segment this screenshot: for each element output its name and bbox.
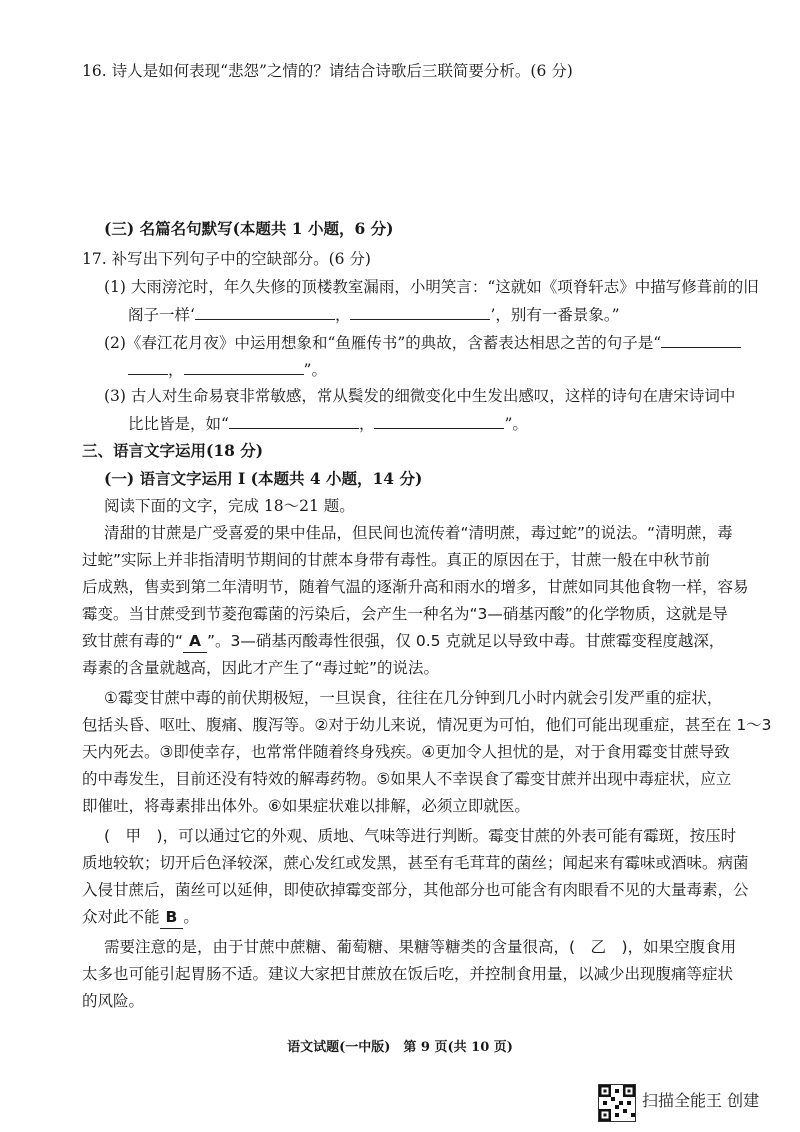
qr-code-icon [598, 1084, 636, 1122]
q17-item1-line2: 阁子一样‘ ， ’，别有一番景象。” [128, 303, 620, 326]
question-17-stem: 17. 补写出下列句子中的空缺部分。(6 分) [82, 250, 371, 268]
passage-line: 过蛇”实际上并非指清明节期间的甘蔗本身带有毒性。真正的原因在于，甘蔗一般在中秋节前 [82, 551, 711, 569]
passage-line: ( 甲 )，可以通过它的外观、质地、气味等进行判断。霉变甘蔗的外表可能有霉斑，按压时 [104, 827, 737, 845]
passage-line: 太多也可能引起胃肠不适。建议大家把甘蔗放在饭后吃，并控制食用量，以减少出现腹痛等症状 [82, 965, 734, 983]
answer-blank[interactable] [128, 358, 168, 375]
passage-line: 清甜的甘蔗是广受喜爱的果中佳品，但民间也流传着“清明蔗，毒过蛇”的说法。“清明蔗，毒 [104, 524, 733, 542]
answer-blank[interactable] [195, 303, 335, 320]
question-16: 16. 诗人是如何表现“悲怨”之情的？请结合诗歌后三联简要分析。(6 分) [82, 62, 573, 80]
passage-line: 包括头昏、呕吐、腹痛、腹泻等。②对于幼儿来说，情况更为可怕，他们可能出现重症，甚至在 1～3 [82, 716, 772, 734]
section-language-title: 三、语言文字运用(18 分) [82, 441, 264, 460]
blank-b: B [160, 906, 184, 929]
passage-line: ①霉变甘蔗中毒的前伏期极短，一旦误食，往往在几分钟到几小时内就会引发严重的症状， [104, 689, 723, 707]
answer-blank[interactable] [229, 412, 359, 429]
q17-item3-line1: (3) 古人对生命易衰非常敏感，常从鬓发的细微变化中生发出感叹，这样的诗句在唐宋诗词中 [104, 387, 736, 405]
subsection-1-title: (一) 语言文字运用 Ⅰ (本题共 4 小题，14 分) [104, 469, 423, 488]
passage-line: 质地较软；切开后色泽较深，蔗心发红或发黑，甚至有毛茸茸的菌丝；闻起来有霉味或酒味。病菌 [82, 854, 749, 872]
page-footer: 语文试题(一中版) 第 9 页(共 10 页) [287, 1040, 513, 1055]
passage-line: 的风险。 [82, 992, 145, 1010]
passage-line: 致甘蔗有毒的“ A ”。3—硝基丙酸毒性很强，仅 0.5 克就足以导致中毒。甘蔗霉变程度越深， [82, 630, 724, 653]
passage-line: 众对此不能 B 。 [82, 906, 199, 929]
passage-line: 即催吐，将毒素排出体外。⑥如果症状难以排解，必须立即就医。 [82, 797, 530, 815]
q17-item2-line1: (2)《春江花月夜》中运用想象和“鱼雁传书”的典故，含蓄表达相思之苦的句子是“ [104, 331, 741, 354]
blank-a: A [183, 630, 207, 653]
q17-item3-line2: 比比皆是，如“ ， ”。 [128, 412, 528, 435]
reading-instruction: 阅读下面的文字，完成 18～21 题。 [104, 497, 355, 515]
scanner-watermark: 扫描全能王 创建 [642, 1091, 760, 1110]
passage-line: 入侵甘蔗后，菌丝可以延伸，即使砍掉霉变部分，其他部分也可能含有肉眼看不见的大量毒素，公 [82, 881, 749, 899]
answer-blank[interactable] [374, 412, 504, 429]
passage-line: 霉变。当甘蔗受到节菱孢霉菌的污染后，会产生一种名为“3—硝基丙酸”的化学物质，这就是导 [82, 605, 728, 623]
section-3-title: (三) 名篇名句默写(本题共 1 小题，6 分) [104, 219, 394, 238]
answer-blank[interactable] [184, 358, 304, 375]
passage-line: 天内死去。③即使幸存，也常常伴随着终身残疾。④更加令人担忧的是，对于食用霉变甘蔗导致 [82, 743, 730, 761]
passage-line: 毒素的含量就越高，因此才产生了“毒过蛇”的说法。 [82, 659, 440, 677]
q17-item1-line1: (1) 大雨滂沱时，年久失修的顶楼教室漏雨，小明笑言：“这就如《项脊轩志》中描写修葺前的旧 [104, 278, 759, 296]
passage-line: 的中毒发生，目前还没有特效的解毒药物。⑤如果人不幸误食了霉变甘蔗并出现中毒症状，应立 [82, 770, 732, 788]
answer-blank[interactable] [661, 331, 741, 348]
passage-line: 需要注意的是，由于甘蔗中蔗糖、葡萄糖、果糖等糖类的含量很高，( 乙 )，如果空腹食用 [104, 938, 737, 956]
answer-blank[interactable] [350, 303, 490, 320]
passage-line: 后成熟，售卖到第二年清明节，随着气温的逐渐升高和雨水的增多，甘蔗如同其他食物一样，容易 [82, 578, 749, 596]
q17-item2-line2: ， ”。 [128, 358, 327, 381]
